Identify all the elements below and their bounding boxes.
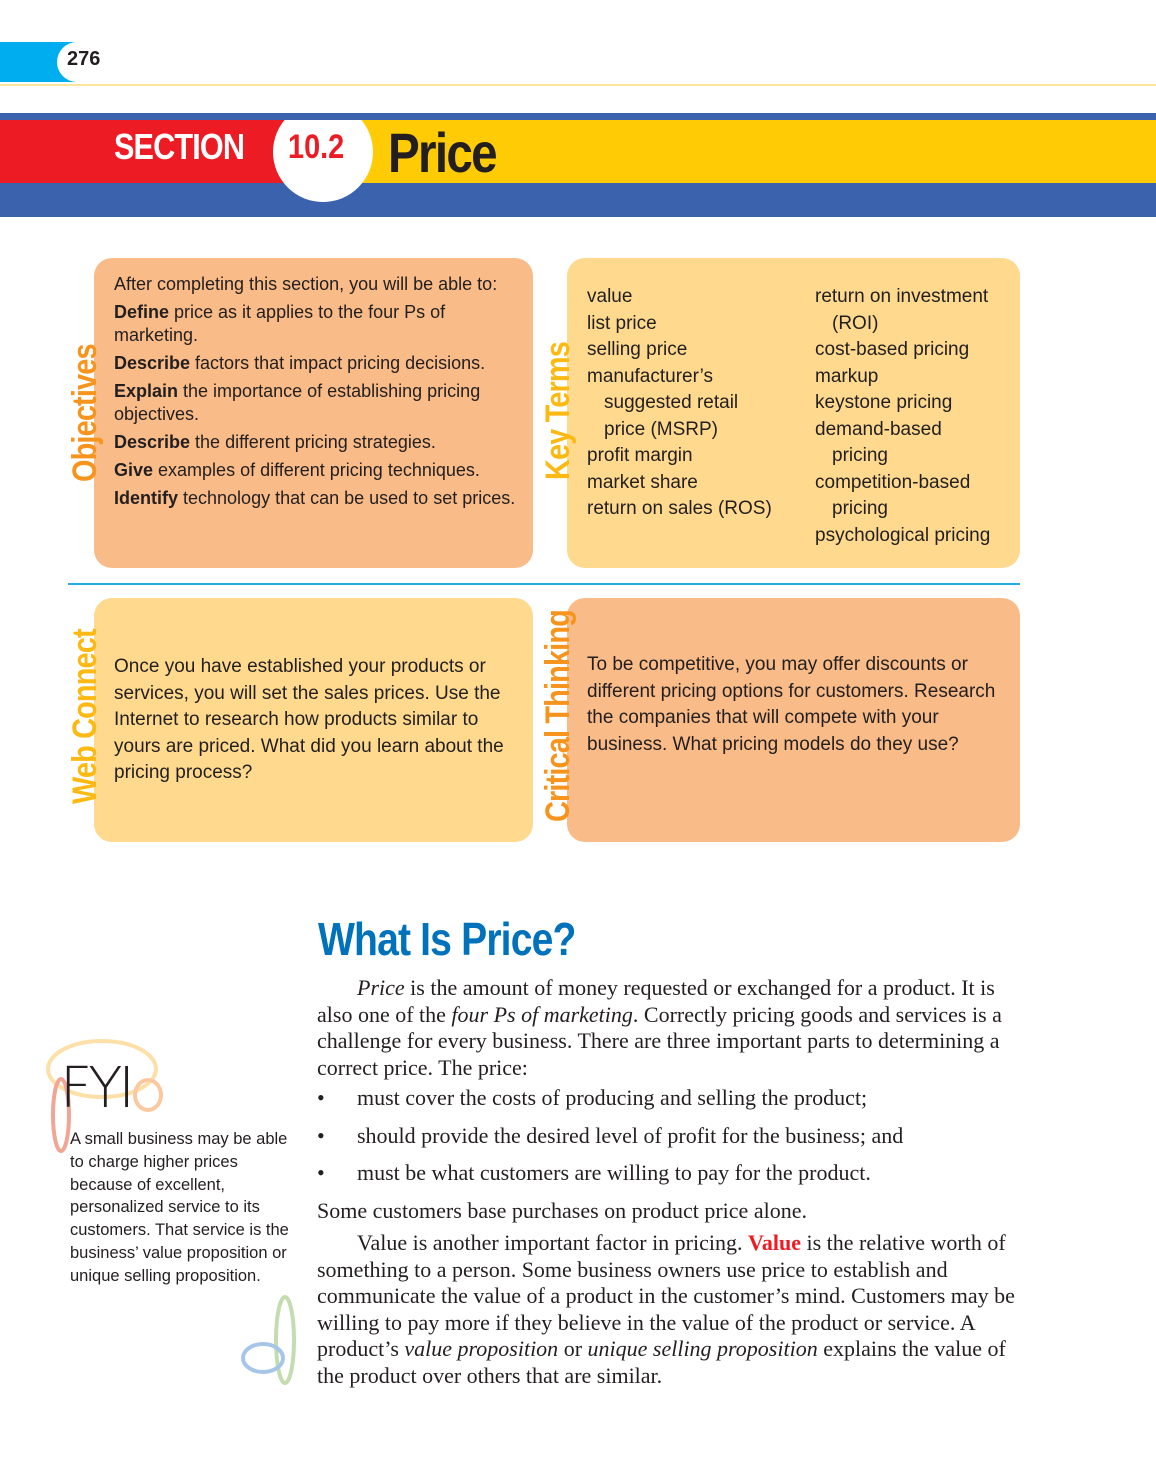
article-paragraph: Some customers base purchases on product price alone. (317, 1197, 807, 1223)
section-number: 10.2 (288, 128, 345, 166)
key-term-continuation: suggested retail (604, 392, 739, 413)
critical-thinking-text: To be competitive, you may offer discounts or different pricing options for customers. Research the companies that will compete with your business. What pricing models do they use? (587, 654, 996, 755)
bullet-icon: • (317, 1160, 325, 1185)
objective-item: Describe the different pricing strategies. (114, 432, 436, 452)
header-band-top-stripe (0, 113, 1156, 120)
objectives-list (114, 273, 526, 515)
objective-item: Give examples of different pricing techniques. (114, 460, 480, 480)
article-bullet-list (317, 1085, 1032, 1187)
bullet-item: • must be what customers are willing to pay for the product. (317, 1160, 871, 1185)
key-term-continuation: price (MSRP) (604, 418, 719, 440)
article-body (317, 975, 1032, 1389)
section-title: Price (388, 121, 496, 184)
section-label: SECTION (114, 126, 245, 167)
article-paragraph: Value is another important factor in pricing. Value is the relative worth of something to a person. Some business owners use price to establish and communicate the value of a product in the customer’s mind. Customers may be willing to pay more if they believe in the value of the product or service. A product’s value proposition or unique selling proposition explains the value of the product over others that are similar. (317, 1230, 1015, 1388)
bullet-icon: • (317, 1085, 325, 1110)
key-term: keystone pricing (815, 392, 953, 413)
article-heading: What Is Price? (318, 913, 576, 965)
key-term-highlight: Value (748, 1230, 801, 1255)
objective-item: Explain the importance of establishing pricing objectives. (114, 381, 481, 424)
objective-item: Define price as it applies to the four Ps of marketing. (114, 302, 446, 345)
key-terms-column-2 (815, 284, 990, 549)
bullet-item: • should provide the desired level of profit for the business; and (317, 1122, 904, 1148)
bullet-item: • must cover the costs of producing and selling the product; (317, 1085, 868, 1110)
fyi-text: A small business may be able to charge higher prices because of excellent, personalized service to its customers. That service is the business’ value proposition or unique selling proposition. (70, 1130, 289, 1285)
key-term-continuation: pricing (832, 498, 888, 519)
critical-thinking-heading: Critical Thinking (539, 610, 577, 822)
key-term-continuation: pricing (832, 445, 888, 466)
key-term: markup (815, 365, 879, 387)
key-term: market share (587, 471, 698, 493)
key-term-continuation: (ROI) (832, 312, 879, 334)
key-term: profit margin (587, 445, 693, 466)
objective-item: Identify technology that can be used to set prices. (114, 488, 516, 508)
key-term: return on sales (ROS) (587, 498, 772, 519)
web-connect-text: Once you have established your products or services, you will set the sales prices. Use the Internet to research how products similar to yours are priced. What did you learn about the pricing process? (114, 656, 504, 783)
bullet-icon: • (317, 1122, 325, 1148)
key-term: cost-based pricing (815, 339, 970, 360)
key-term: manufacturer’s (587, 365, 714, 387)
key-term: return on investment (815, 286, 989, 307)
web-connect-heading: Web Connect (66, 629, 104, 804)
key-term: psychological pricing (815, 524, 991, 546)
fyi-heading: FYI (60, 1056, 131, 1121)
key-term: list price (587, 312, 657, 334)
objective-item: Describe factors that impact pricing decisions. (114, 353, 486, 373)
section-divider (68, 583, 1020, 585)
header-rule (0, 84, 1156, 86)
article-paragraph: Price is the amount of money requested or exchanged for a product. It is also one of the four Ps of marketing. Correctly pricing goods and services is a challenge for every business. There are three important parts to determining a correct price. The price: (317, 975, 1002, 1080)
decorative-rings-icon (235, 1290, 305, 1390)
objectives-intro: After completing this section, you will be able to: (114, 274, 498, 294)
key-term: value (587, 286, 633, 307)
key-term: selling price (587, 339, 688, 360)
page-number: 276 (67, 48, 101, 70)
header-band-bottom-stripe (0, 183, 1156, 217)
key-terms-heading: Key Terms (539, 341, 577, 480)
key-term: demand-based (815, 418, 942, 440)
key-terms-column-1 (587, 284, 772, 523)
objectives-heading: Objectives (66, 344, 104, 482)
key-term: competition-based (815, 471, 971, 493)
